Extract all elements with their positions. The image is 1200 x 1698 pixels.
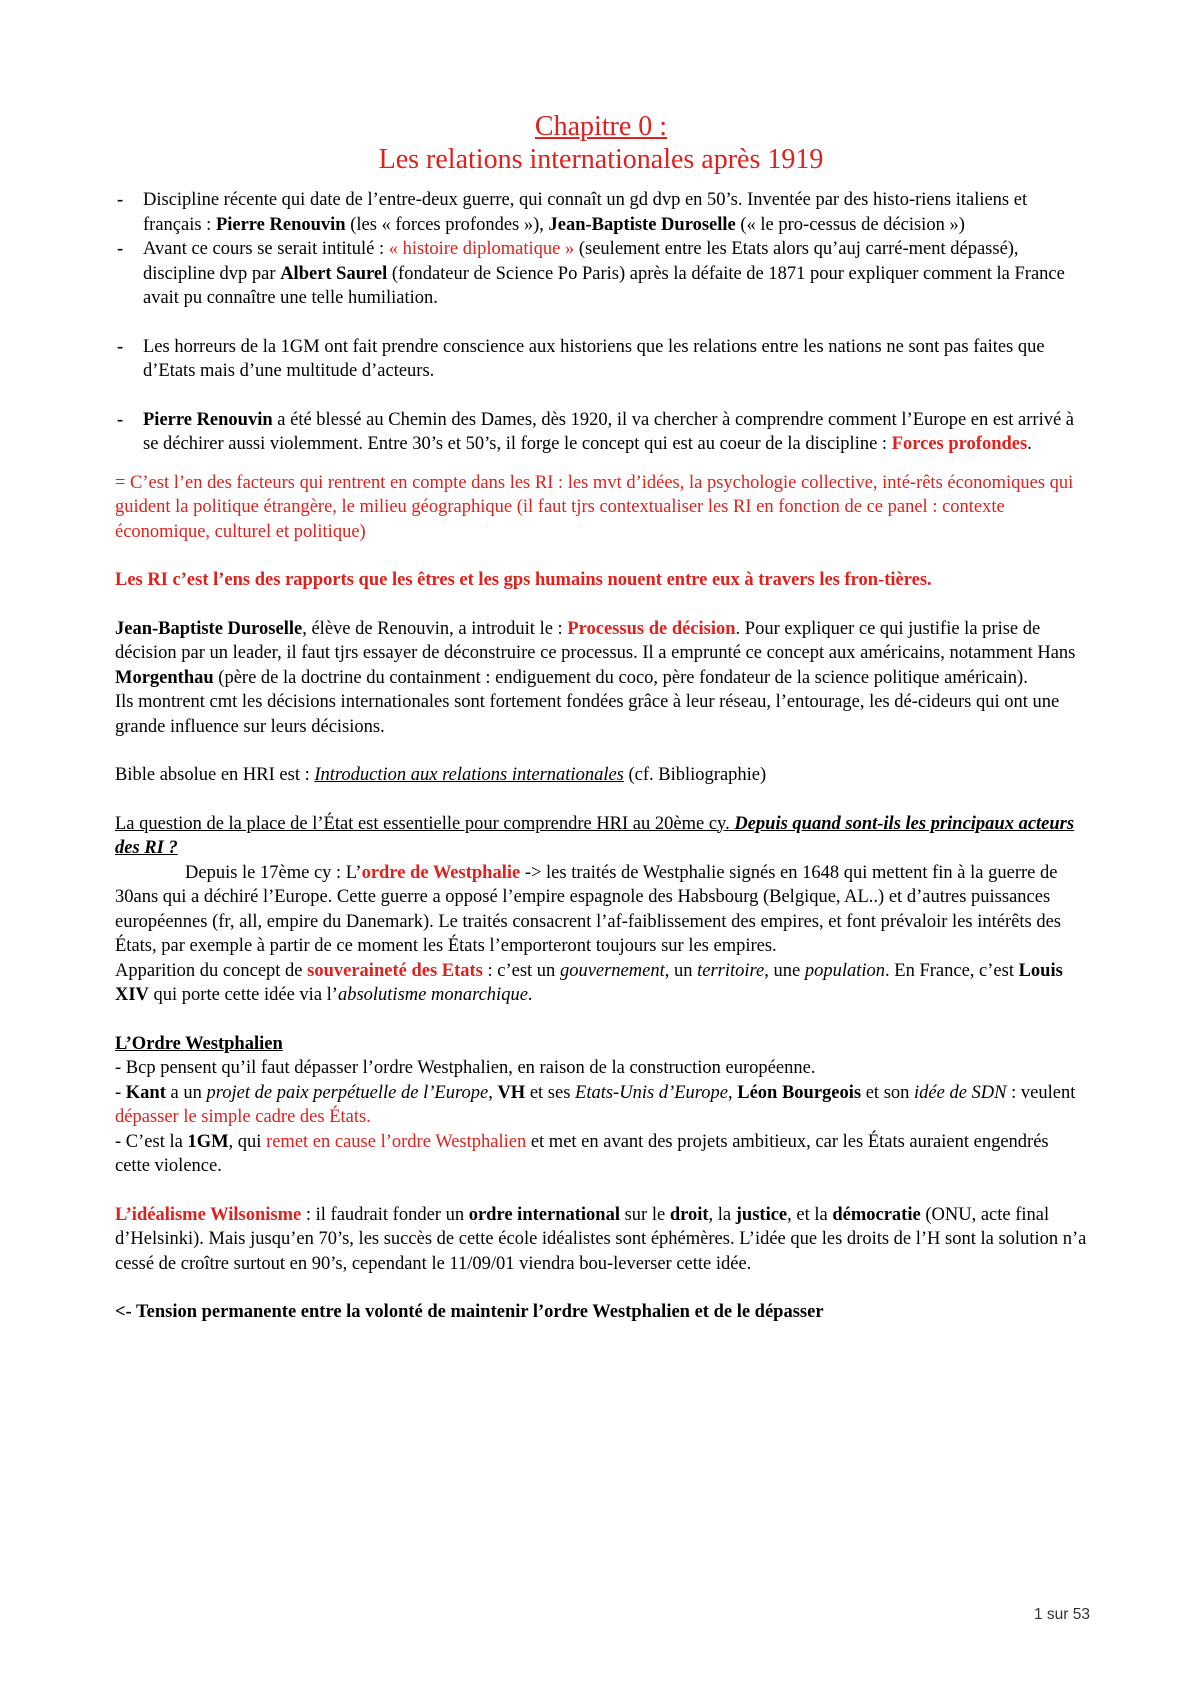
bible-paragraph: Bible absolue en HRI est : Introduction aux relations internationales (cf. Bibliographie) [115,765,767,785]
chapter-title: Chapitre 0 : [534,111,668,142]
bullet-renouvin: - Pierre Renouvin a été blessé au Chemin des Dames, dès 1920, il va chercher à comprendre comment l’Europe en est arrivé à se déchirer aussi violemment. Entre 30’s et 50’s, il forge le concept qui est au coeur de la discipline : Forces profondes. [115,408,1087,457]
duroselle-paragraph: Jean-Baptiste Duroselle, élève de Renouvin, a introduit le : Processus de décision. Pour expliquer ce qui justifie la prise de décision par un leader, il faut tjrs essayer de déconstruire ce processus. Il a emprunté ce concept aux américains, notamment Hans Morgenthau (père de la doctrine du containment : endiguement du coco, père fondateur de la science politique américain). [115,618,1076,688]
bullet-list-2 [115,335,1087,384]
tension-conclusion: <- Tension permanente entre la volonté de maintenir l’ordre Westphalien et de le dépasser [115,1302,824,1322]
westphalien-heading: L’Ordre Westphalien [115,1033,283,1054]
ri-definition: Les RI c’est l’ens des rapports que les êtres et les gps humains nouent entre eux à travers les fron-tières. [115,570,932,590]
westphalien-line-2: - Kant a un projet de paix perpétuelle de l’Europe, VH et ses Etats-Unis d’Europe, Léon Bourgeois et son idée de SDN : veulent dépasser le simple cadre des États. [115,1082,1076,1127]
document-page [115,110,1087,1325]
westphalien-line-3: - C’est la 1GM, qui remet en cause l’ordre Westphalien et met en avant des projets ambitieux, car les États auraient engendrés cette violence. [115,1131,1049,1176]
duroselle-paragraph-2: Ils montrent cmt les décisions internationales sont fortement fondées grâce à leur réseau, l’entourage, les dé-cideurs qui ont une grande influence sur leurs décisions. [115,692,1060,737]
page-number: 1 sur 53 [1033,1606,1090,1623]
intro-bullet-list [115,188,1087,311]
westphalie-paragraph: Depuis le 17ème cy : L’ordre de Westphalie -> les traités de Westphalie signés en 1648 qui mettent fin à la guerre de 30ans qui a déchiré l’Europe. Cette guerre a opposé l’empire espagnole des Habsbourg (Belgique, AL..) et d’autres puissances européennes (fr, all, empire du Danemark). Le traités consacrent l’af-faiblissement des empires, et font prévaloir les intérêts des États, par exemple à partir de ce moment les États l’emporteront toujours sur les empires. [115,862,1061,956]
definition-paragraph: = C’est l’en des facteurs qui rentrent en compte dans les RI : les mvt d’idées, la psychologie collective, inté-rêts économiques qui guident la politique étrangère, le milieu géographique (il faut tjrs contextualiser les RI en fonction de ce panel : contexte économique, culturel et politique) [115,472,1074,542]
etat-question: La question de la place de l’État est essentielle pour comprendre HRI au 20ème cy. Depuis quand sont-ils les principaux acteurs des RI ? [115,813,1075,858]
souverainete-paragraph: Apparition du concept de souveraineté des Etats : c’est un gouvernement, un territoire, une population. En France, c’est Louis XIV qui porte cette idée via l’absolutisme monarchique. [115,960,1063,1005]
bullet-histoire-diplomatique: - Avant ce cours se serait intitulé : « histoire diplomatique » (seulement entre les Etats alors qu’auj carré-ment dépassé), discipline dvp par Albert Saurel (fondateur de Science Po Paris) après la défaite de 1871 pour expliquer comment la France avait pu connaître une telle humiliation. [115,237,1087,311]
bullet-discipline: - Discipline récente qui date de l’entre-deux guerre, qui connaît un gd dvp en 50’s. Inventée par des histo-riens italiens et français : Pierre Renouvin (les « forces profondes »), Jean-Baptiste Duroselle (« le pro-cessus de décision ») [115,188,1087,237]
bullet-list-3 [115,408,1087,457]
bullet-1gm: - Les horreurs de la 1GM ont fait prendre conscience aux historiens que les relations entre les nations ne sont pas faites que d’Etats mais d’une multitude d’acteurs. [115,335,1087,384]
chapter-subtitle: Les relations internationales après 1919 [378,144,824,175]
wilson-paragraph: L’idéalisme Wilsonisme : il faudrait fonder un ordre international sur le droit, la justice, et la démocratie (ONU, acte final d’Helsinki). Mais jusqu’en 70’s, les succès de cette école idéalistes sont éphémères. L’idée que les droits de l’H sont la solution n’a cessé de croître surtout en 90’s, cependant le 11/09/01 viendra bou-leverser cette idée. [115,1204,1087,1274]
westphalien-line-1: - Bcp pensent qu’il faut dépasser l’ordre Westphalien, en raison de la construction européenne. [115,1058,816,1078]
